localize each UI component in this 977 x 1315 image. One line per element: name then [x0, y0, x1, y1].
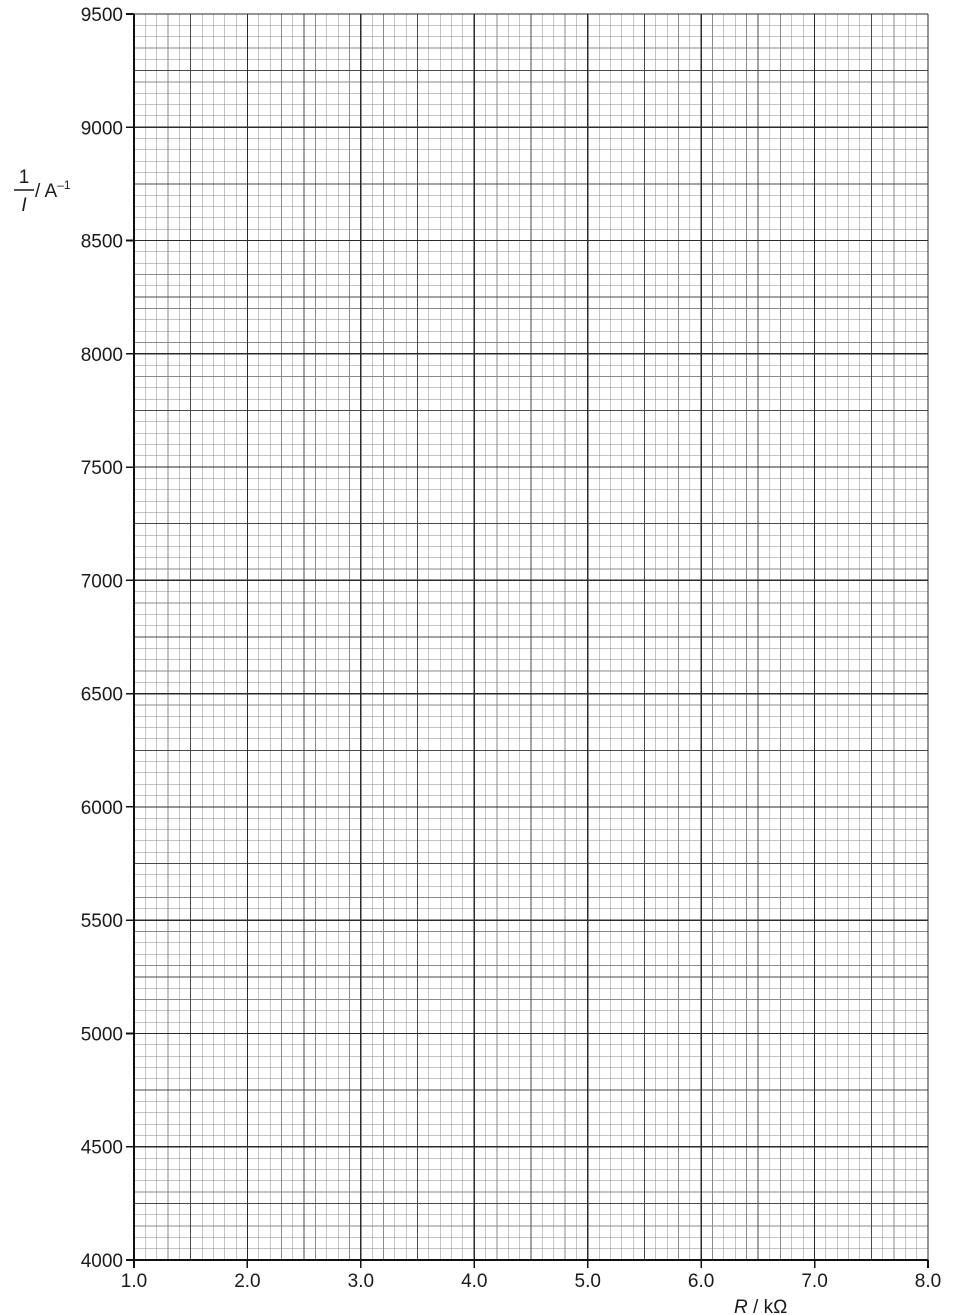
y-tick-label: 7000	[80, 571, 123, 593]
x-axis-label	[734, 1297, 787, 1315]
x-axis-label-text: R / kΩ	[734, 1297, 788, 1315]
y-tick-label: 8500	[80, 231, 123, 253]
x-tick-label: 7.0	[801, 1271, 828, 1292]
y-tick-label: 4500	[80, 1137, 123, 1159]
y-tick-label: 6000	[80, 797, 123, 819]
y-tick-label: 8000	[80, 344, 123, 366]
y-tick-labels	[81, 5, 123, 1272]
y-axis-label-denominator: I	[21, 195, 27, 216]
y-tick-label: 5000	[80, 1024, 123, 1046]
axes	[126, 14, 928, 1268]
y-tick-label: 5500	[80, 911, 123, 933]
x-tick-label: 6.0	[687, 1271, 715, 1292]
y-axis-label	[14, 167, 71, 216]
x-tick-label: 2.0	[234, 1271, 261, 1292]
x-tick-label: 1.0	[120, 1271, 148, 1292]
y-axis-label-numerator: 1	[18, 167, 30, 188]
x-tick-label: 8.0	[914, 1271, 942, 1292]
grid-mid-lines	[134, 14, 928, 1260]
y-tick-label: 9000	[80, 118, 123, 140]
y-tick-label: 4000	[80, 1251, 123, 1272]
y-tick-label: 9500	[80, 5, 123, 26]
x-tick-labels	[121, 1271, 941, 1292]
y-tick-label: 7500	[80, 458, 123, 480]
x-tick-label: 4.0	[461, 1271, 488, 1292]
x-tick-label: 3.0	[347, 1271, 375, 1292]
y-tick-label: 6500	[80, 684, 123, 706]
y-axis-label-unit: / $A^{-1}$	[35, 178, 71, 202]
x-tick-label: 5.0	[574, 1271, 601, 1292]
